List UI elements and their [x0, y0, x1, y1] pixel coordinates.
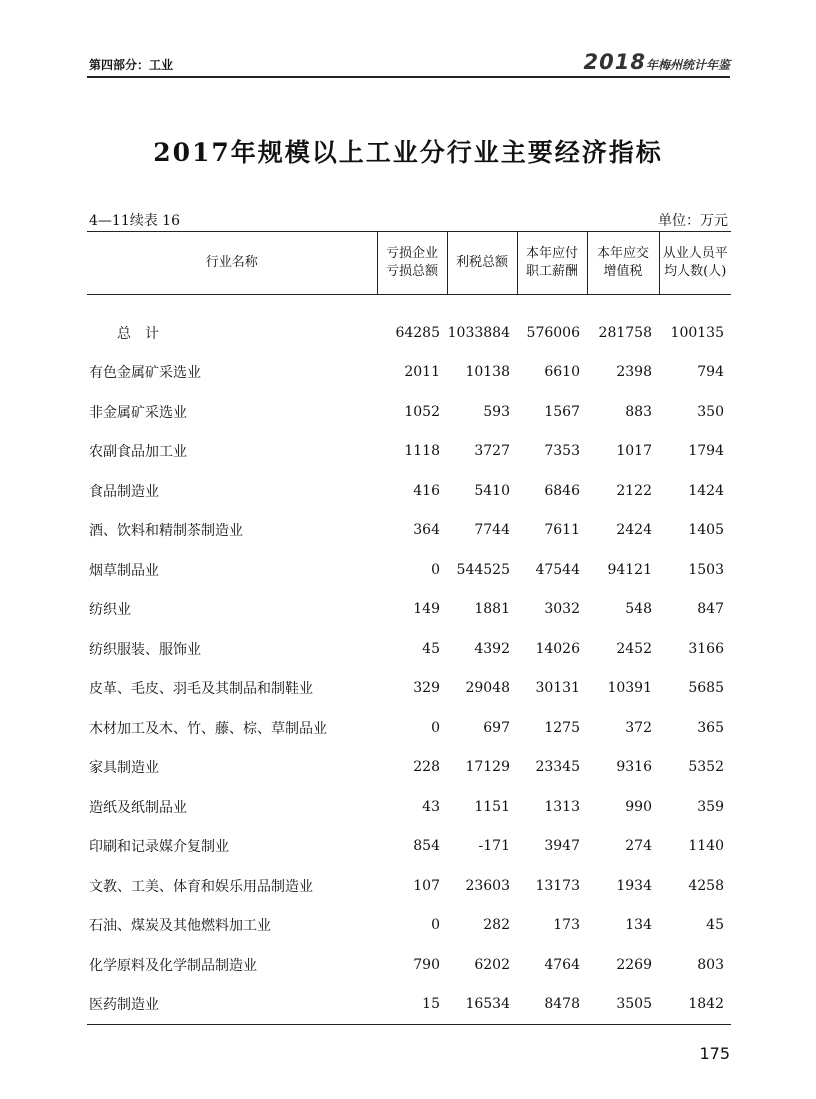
vat-value: 372 — [625, 719, 652, 736]
payroll-value: 3032 — [544, 601, 580, 618]
industry-name: 造纸及纸制品业 — [89, 799, 187, 816]
col-header-vat-line1: 本年应交 — [596, 246, 649, 261]
section-label: 第四部分：工业 — [89, 58, 174, 72]
loss-value: 43 — [422, 798, 440, 815]
col-header-industry-text: 行业名称 — [205, 255, 258, 270]
employees-value: 1405 — [688, 522, 724, 539]
payroll-value: 14026 — [535, 640, 580, 657]
table-row — [87, 985, 731, 1025]
employees-value: 794 — [697, 364, 724, 381]
table-row — [87, 511, 731, 551]
profit-tax-value: 6202 — [474, 956, 510, 973]
table-row — [87, 787, 731, 827]
industry-name: 烟草制品业 — [89, 562, 159, 579]
loss-value: 416 — [413, 482, 440, 499]
vat-value: 2398 — [616, 364, 652, 381]
vat-value: 9316 — [616, 759, 652, 776]
industry-name: 非金属矿采选业 — [89, 404, 187, 421]
profit-tax-value: 1151 — [474, 798, 510, 815]
industry-name: 化学原料及化学制品制造业 — [89, 957, 257, 974]
profit-tax-value: 29048 — [465, 680, 510, 697]
table-row — [87, 629, 731, 669]
vat-value: 134 — [625, 917, 652, 934]
table-row-total — [87, 295, 731, 353]
industry-name: 文教、工美、体育和娱乐用品制造业 — [89, 878, 313, 895]
profit-tax-value: 3727 — [474, 443, 510, 460]
industry-name: 印刷和记录媒介复制业 — [89, 839, 229, 856]
col-header-loss-line1: 亏损企业 — [385, 246, 438, 261]
loss-value: 228 — [413, 759, 440, 776]
employees-value: 803 — [697, 956, 724, 973]
vat-value: 2269 — [616, 956, 652, 973]
payroll-value: 47544 — [535, 561, 580, 578]
employees-value: 3166 — [688, 640, 724, 657]
table-row — [87, 669, 731, 709]
industry-name: 纺织服装、服饰业 — [89, 641, 201, 658]
col-header-employees-line1: 从业人员平 — [662, 246, 728, 261]
loss-value: 45 — [422, 640, 440, 657]
employees-value: 5352 — [688, 759, 724, 776]
profit-tax-value: 593 — [483, 403, 510, 420]
profit-tax-value: 10138 — [465, 364, 510, 381]
unit-label: 单位：万元 — [658, 213, 728, 229]
industry-name: 总计 — [117, 325, 173, 342]
vat-value: 990 — [625, 798, 652, 815]
yearbook-title — [584, 50, 730, 74]
payroll-value: 23345 — [535, 759, 580, 776]
payroll-value: 7353 — [544, 443, 580, 460]
loss-value: 0 — [431, 917, 440, 934]
payroll-value: 8478 — [544, 996, 580, 1013]
payroll-value: 6610 — [544, 364, 580, 381]
loss-value: 1052 — [404, 403, 440, 420]
profit-tax-value: -171 — [478, 838, 510, 855]
employees-value: 365 — [697, 719, 724, 736]
table-row — [87, 827, 731, 867]
table-row — [87, 906, 731, 946]
profit-tax-value: 23603 — [465, 877, 510, 894]
loss-value: 2011 — [404, 364, 440, 381]
payroll-value: 30131 — [535, 680, 580, 697]
vat-value: 94121 — [607, 561, 652, 578]
yearbook-year: 2018 — [583, 50, 646, 74]
payroll-value: 1313 — [544, 798, 580, 815]
loss-value: 15 — [422, 996, 440, 1013]
industry-name: 家具制造业 — [89, 760, 159, 777]
table-row — [87, 708, 731, 748]
industry-name: 皮革、毛皮、羽毛及其制品和制鞋业 — [89, 681, 313, 698]
payroll-value: 4764 — [544, 956, 580, 973]
table-row — [87, 748, 731, 788]
vat-value: 3505 — [616, 996, 652, 1013]
table-row — [87, 550, 731, 590]
yearbook-name: 年梅州统计年鉴 — [645, 58, 730, 72]
col-header-loss-line2: 亏损总额 — [385, 264, 438, 279]
payroll-value: 1567 — [544, 403, 580, 420]
loss-value: 329 — [413, 680, 440, 697]
loss-value: 0 — [431, 719, 440, 736]
table-id: 4—11续表 16 — [89, 213, 180, 229]
payroll-value: 13173 — [535, 877, 580, 894]
loss-value: 364 — [413, 522, 440, 539]
employees-value: 350 — [697, 403, 724, 420]
profit-tax-value: 5410 — [474, 482, 510, 499]
page-title: 2017年规模以上工业分行业主要经济指标 — [153, 138, 663, 167]
profit-tax-value: 17129 — [465, 759, 510, 776]
industry-name: 纺织业 — [89, 602, 131, 619]
table-row — [87, 590, 731, 630]
payroll-value: 7611 — [544, 522, 580, 539]
employees-value: 847 — [697, 601, 724, 618]
industry-name: 有色金属矿采选业 — [89, 365, 201, 382]
loss-value: 0 — [431, 561, 440, 578]
industry-name: 石油、煤炭及其他燃料加工业 — [89, 918, 271, 935]
profit-tax-value: 1033884 — [447, 324, 510, 341]
vat-value: 274 — [625, 838, 652, 855]
vat-value: 281758 — [598, 324, 652, 341]
profit-tax-value: 16534 — [465, 996, 510, 1013]
employees-value: 1842 — [688, 996, 724, 1013]
table-row — [87, 945, 731, 985]
table-row — [87, 432, 731, 472]
loss-value: 64285 — [395, 324, 440, 341]
profit-tax-value: 1881 — [474, 601, 510, 618]
employees-value: 1794 — [688, 443, 724, 460]
payroll-value: 173 — [553, 917, 580, 934]
profit-tax-value: 282 — [483, 917, 510, 934]
payroll-value: 576006 — [526, 324, 580, 341]
loss-value: 149 — [413, 601, 440, 618]
loss-value: 107 — [413, 877, 440, 894]
loss-value: 1118 — [404, 443, 440, 460]
col-header-payroll-line1: 本年应付 — [525, 246, 578, 261]
vat-value: 1017 — [616, 443, 652, 460]
vat-value: 2424 — [616, 522, 652, 539]
vat-value: 2122 — [616, 482, 652, 499]
industry-name: 农副食品加工业 — [89, 444, 187, 461]
employees-value: 100135 — [670, 324, 724, 341]
profit-tax-value: 4392 — [474, 640, 510, 657]
table-row — [87, 471, 731, 511]
payroll-value: 6846 — [544, 482, 580, 499]
loss-value: 854 — [413, 838, 440, 855]
data-table — [87, 231, 731, 1025]
payroll-value: 1275 — [544, 719, 580, 736]
col-header-industry — [87, 232, 377, 295]
table-row — [87, 866, 731, 906]
employees-value: 1140 — [688, 838, 724, 855]
page-number: 175 — [699, 1044, 730, 1063]
employees-value: 5685 — [688, 680, 724, 697]
employees-value: 359 — [697, 798, 724, 815]
vat-value: 883 — [625, 403, 652, 420]
running-header — [87, 52, 730, 78]
profit-tax-value: 697 — [483, 719, 510, 736]
col-header-profit-tax — [447, 232, 517, 295]
vat-value: 548 — [625, 601, 652, 618]
industry-name: 医药制造业 — [89, 997, 159, 1014]
col-header-employees-line2: 均人数(人) — [664, 264, 727, 279]
col-header-loss — [377, 232, 447, 295]
loss-value: 790 — [413, 956, 440, 973]
col-header-vat-line2: 增值税 — [603, 264, 643, 279]
col-header-payroll-line2: 职工薪酬 — [525, 264, 578, 279]
employees-value: 1424 — [688, 482, 724, 499]
col-header-profit-tax-text: 利税总额 — [455, 255, 508, 270]
vat-value: 2452 — [616, 640, 652, 657]
employees-value: 4258 — [688, 877, 724, 894]
vat-value: 1934 — [616, 877, 652, 894]
profit-tax-value: 544525 — [456, 561, 510, 578]
col-header-vat — [587, 232, 659, 295]
vat-value: 10391 — [607, 680, 652, 697]
employees-value: 1503 — [688, 561, 724, 578]
industry-name: 食品制造业 — [89, 483, 159, 500]
employees-value: 45 — [706, 917, 724, 934]
col-header-payroll — [517, 232, 587, 295]
payroll-value: 3947 — [544, 838, 580, 855]
industry-name: 酒、饮料和精制茶制造业 — [89, 523, 243, 540]
industry-name: 木材加工及木、竹、藤、棕、草制品业 — [89, 720, 327, 737]
col-header-employees — [659, 232, 731, 295]
table-row — [87, 392, 731, 432]
table-header-row — [87, 232, 731, 295]
table-row — [87, 353, 731, 393]
profit-tax-value: 7744 — [474, 522, 510, 539]
